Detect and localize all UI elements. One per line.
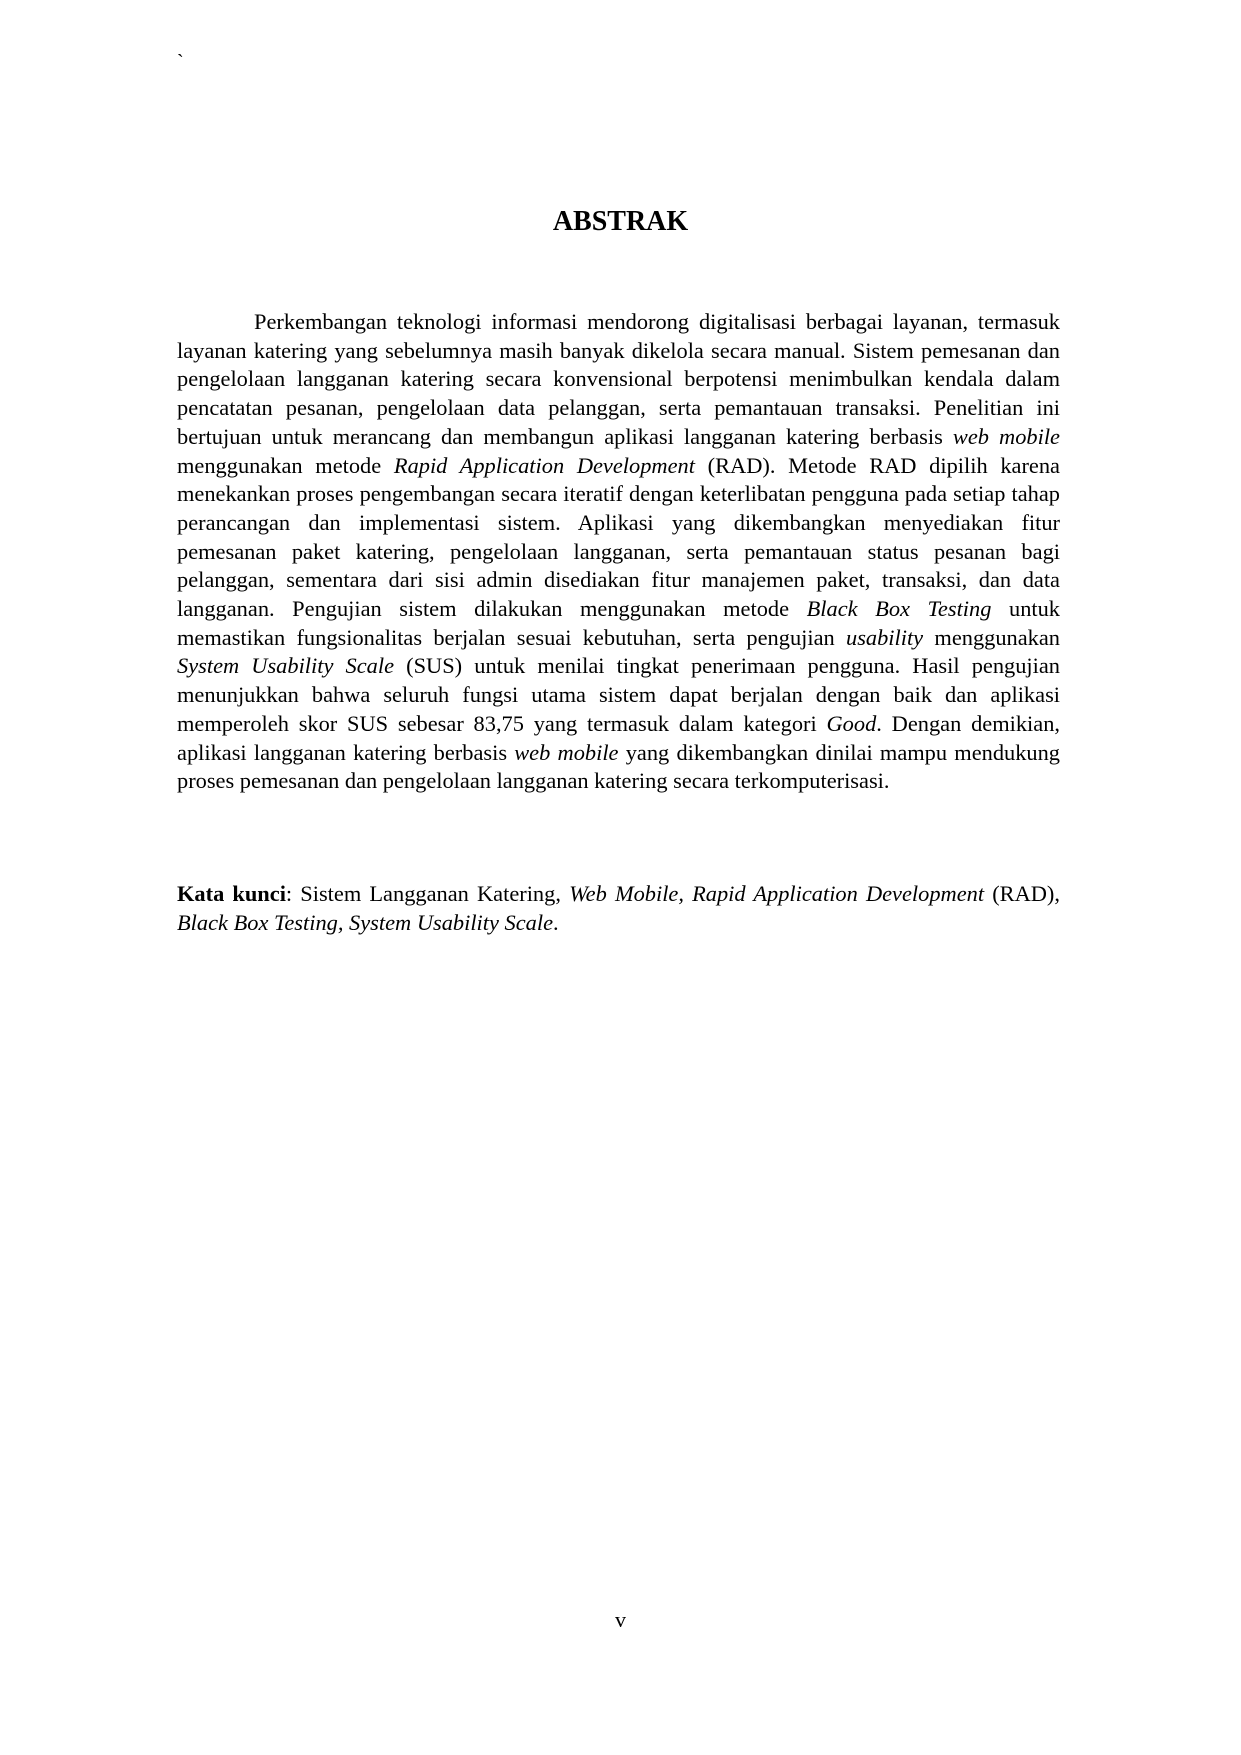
text-run: yang dikembangkan dinilai mampu mendukung proses pemesanan dan pengelolaan langganan katering secara terkomputerisasi. xyxy=(177,739,1060,794)
italic-term: Rapid Application Development xyxy=(393,452,695,478)
text-run: (SUS) untuk menilai tingkat penerimaan pengguna. Hasil pengujian menunjukkan bahwa seluruh fungsi utama sistem dapat berjalan dengan baik dan aplikasi memperoleh skor SUS sebesar 83,75 yang termasuk dalam kategori xyxy=(177,653,1060,736)
stray-mark: ` xyxy=(177,51,184,73)
page-number: v xyxy=(615,1607,626,1632)
italic-term: web mobile xyxy=(952,423,1060,449)
italic-term: Black Box Testing, System Usability Scale xyxy=(177,909,554,935)
text-run: menggunakan metode xyxy=(177,452,394,478)
italic-term: Black Box Testing xyxy=(806,596,992,622)
text-run: . xyxy=(553,909,559,935)
italic-term: System Usability Scale xyxy=(177,653,395,679)
italic-term: Good xyxy=(826,710,877,736)
text-run: untuk memastikan fungsionalitas berjalan sesuai kebutuhan, serta pengujian xyxy=(177,596,1060,650)
abstract-paragraph xyxy=(177,308,1060,796)
keywords-label: Kata kunci xyxy=(177,881,286,906)
keywords-paragraph xyxy=(177,880,1060,937)
italic-term: web mobile xyxy=(514,739,619,765)
italic-term: usability xyxy=(846,624,924,650)
italic-term: Web Mobile, Rapid Application Development xyxy=(569,881,985,906)
text-run: menggunakan xyxy=(923,624,1060,650)
text-run: Perkembangan teknologi informasi mendorong digitalisasi berbagai layanan, termasuk layanan katering yang sebelumnya masih banyak dikelola secara manual. Sistem pemesanan dan pengelolaan langganan katering secara konvensional berpotensi menimbulkan kendala dalam pencatatan pesanan, pengelolaan data pelanggan, serta pemantauan transaksi. Penelitian ini bertujuan untuk merancang dan membangun aplikasi langganan katering berbasis xyxy=(177,309,1060,449)
text-run: . Dengan demikian, aplikasi langganan katering berbasis xyxy=(177,710,1060,765)
page-title: ABSTRAK xyxy=(552,206,689,237)
text-run: (RAD), xyxy=(984,881,1060,906)
text-run: (RAD). Metode RAD dipilih karena menekankan proses pengembangan secara iteratif dengan keterlibatan pengguna pada setiap tahap perancangan dan implementasi sistem. Aplikasi yang dikembangkan menyediakan fitur pemesanan paket katering, pengelolaan langganan, serta pemantauan status pesanan bagi pelanggan, sementara dari sisi admin disediakan fitur manajemen paket, transaksi, dan data langganan. Pengujian sistem dilakukan menggunakan metode xyxy=(177,452,1060,622)
text-run: : Sistem Langganan Katering, xyxy=(285,881,570,906)
